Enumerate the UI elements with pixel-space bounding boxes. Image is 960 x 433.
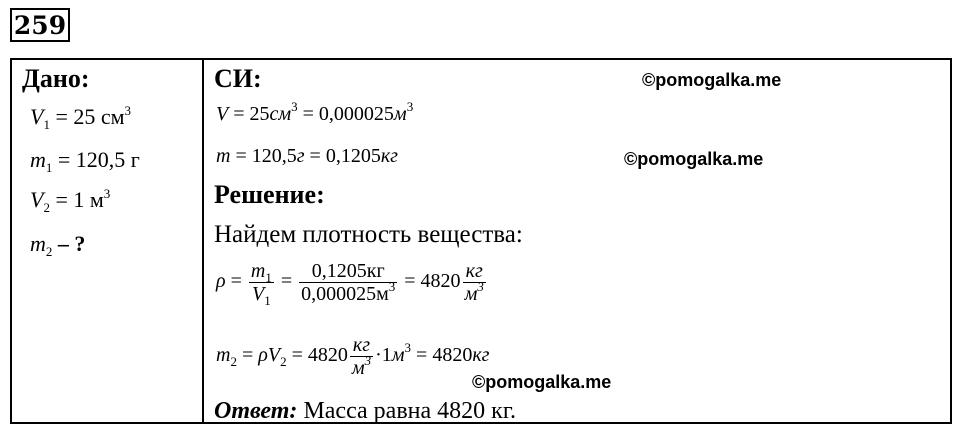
si-volume: $V = 25см^3 = 0,000025м^3$ bbox=[216, 99, 414, 125]
problem-number: 259 bbox=[10, 8, 70, 42]
solution-heading: Решение: bbox=[214, 180, 325, 209]
solution-column bbox=[204, 60, 950, 422]
si-mass: m = 120,5г = 0,1205кг bbox=[216, 145, 398, 167]
given-v1: $V_1 = 25$ $см^3$ bbox=[30, 103, 132, 132]
given-v2: $V_2 = 1$ $м^3$ bbox=[30, 186, 111, 215]
density-fraction-symbolic: $\frac{m_1}{V_1}$ bbox=[250, 260, 272, 308]
si-heading: СИ: bbox=[214, 64, 262, 93]
answer-line bbox=[214, 398, 516, 424]
mass-formula: $m_2 = \rho V_2 = 4820$ $\frac{кг}{м^3}$ $\cdot 1м^3 = 4820кг$ bbox=[216, 334, 490, 379]
answer-text: Масса равна 4820 кг. bbox=[297, 398, 516, 424]
watermark-1: ©pomogalka.me bbox=[642, 70, 782, 90]
solution-intro: Найдем плотность вещества: bbox=[214, 221, 523, 248]
density-formula: ρ = $\frac{m_1}{V_1}$ = $\frac{0,1205кг}{0,000025м^3}$ = 4820 $\frac{кг}{м^3}$ bbox=[216, 260, 484, 308]
answer-label: Ответ: bbox=[214, 398, 298, 424]
given-m2-unknown: $m_2$ – ? bbox=[30, 231, 86, 259]
given-column bbox=[12, 60, 202, 422]
density-fraction-numeric: $\frac{0,1205кг}{0,000025м^3}$ bbox=[301, 260, 396, 305]
watermark-3: ©pomogalka.me bbox=[472, 372, 612, 392]
watermark-2: ©pomogalka.me bbox=[624, 149, 764, 169]
density-unit-fraction: $\frac{кг}{м^3}$ bbox=[464, 260, 484, 305]
given-m1: $m_1 = 120,5$ г bbox=[30, 147, 140, 175]
given-heading: Дано: bbox=[22, 64, 90, 93]
mass-unit-fraction: $\frac{кг}{м^3}$ bbox=[351, 334, 372, 379]
solution-table bbox=[10, 58, 952, 424]
